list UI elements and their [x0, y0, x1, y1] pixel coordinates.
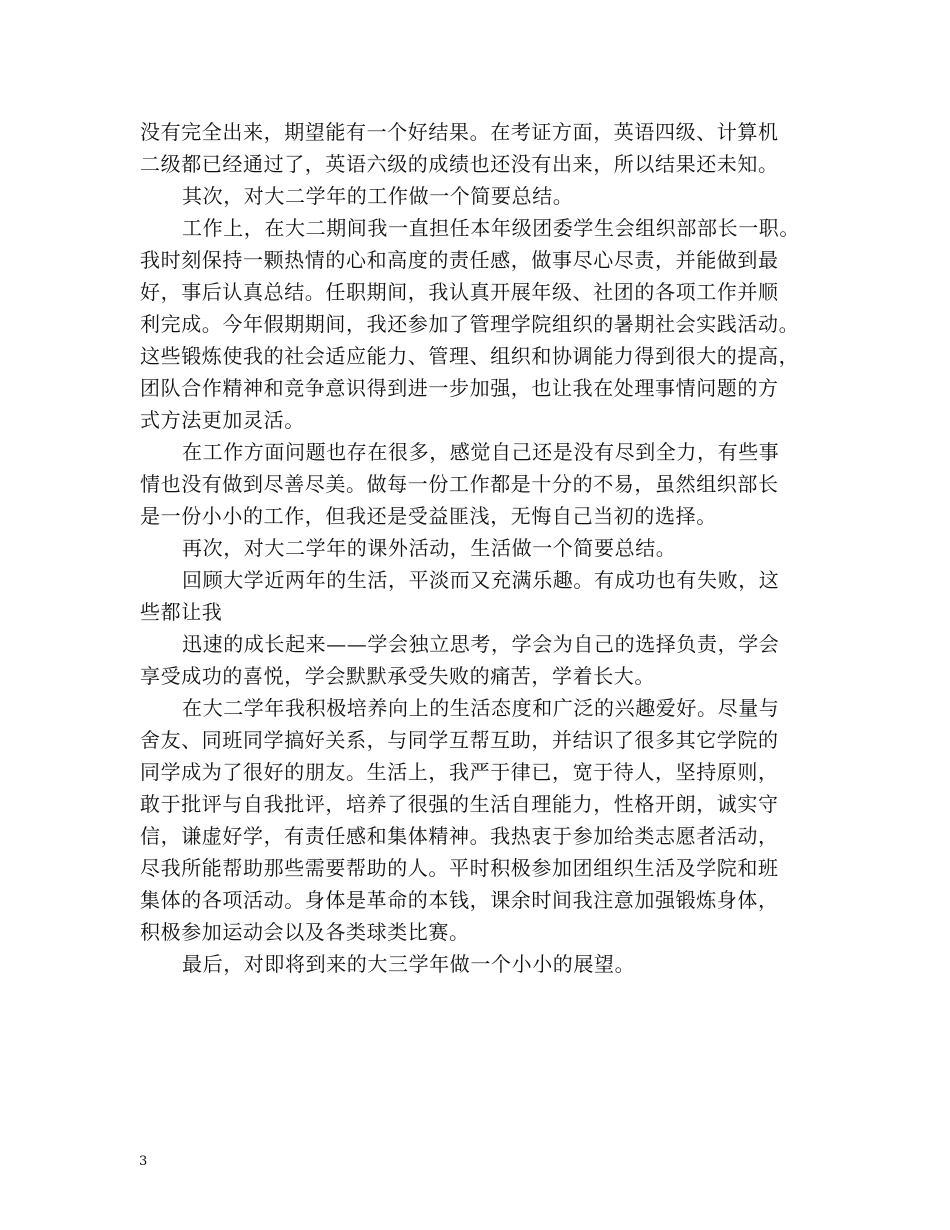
- document-body: [140, 116, 820, 980]
- text-line: 团队合作精神和竞争意识得到进一步加强，也让我在处理事情问题的方: [140, 376, 779, 400]
- text-line: 最后，对即将到来的大三学年做一个小小的展望。: [182, 952, 636, 976]
- text-line: 其次，对大二学年的工作做一个简要总结。: [182, 184, 574, 208]
- text-line: 情也没有做到尽善尽美。做每一份工作都是十分的不易，虽然组织部长: [140, 472, 779, 496]
- text-line: 积极参加运动会以及各类球类比赛。: [140, 920, 470, 944]
- text-line: 工作上，在大二期间我一直担任本年级团委学生会组织部部长一职。: [182, 216, 800, 240]
- text-line: 集体的各项活动。身体是革命的本钱，课余时间我注意加强锻炼身体，: [140, 888, 779, 912]
- text-line: 没有完全出来，期望能有一个好结果。在考证方面，英语四级、计算机: [140, 120, 779, 144]
- text-line: 回顾大学近两年的生活，平淡而又充满乐趣。有成功也有失败，这: [182, 568, 780, 592]
- text-line: 是一份小小的工作，但我还是受益匪浅，无悔自己当初的选择。: [140, 504, 717, 528]
- text-line: 享受成功的喜悦，学会默默承受失败的痛苦，学着长大。: [140, 664, 655, 688]
- text-line: 敢于批评与自我批评，培养了很强的生活自理能力，性格开朗，诚实守: [140, 792, 779, 816]
- text-line: 在大二学年我积极培养向上的生活态度和广泛的兴趣爱好。尽量与: [182, 696, 780, 720]
- text-line: 式方法更加灵活。: [140, 408, 305, 432]
- text-line: 二级都已经通过了，英语六级的成绩也还没有出来，所以结果还未知。: [140, 152, 779, 176]
- text-line: 在工作方面问题也存在很多，感觉自己还是没有尽到全力，有些事: [182, 440, 780, 464]
- text-line: 尽我所能帮助那些需要帮助的人。平时积极参加团组织生活及学院和班: [140, 856, 779, 880]
- text-line: 再次，对大二学年的课外活动，生活做一个简要总结。: [182, 536, 677, 560]
- text-line: 同学成为了很好的朋友。生活上，我严于律已，宽于待人，坚持原则，: [140, 760, 779, 784]
- page-number: 3: [139, 1154, 148, 1169]
- text-line: 这些锻炼使我的社会适应能力、管理、组织和协调能力得到很大的提高，: [140, 344, 800, 368]
- text-line: 些都让我: [140, 600, 223, 624]
- text-line: 我时刻保持一颗热情的心和高度的责任感，做事尽心尽责，并能做到最: [140, 248, 779, 272]
- text-line: 利完成。今年假期期间，我还参加了管理学院组织的暑期社会实践活动。: [140, 312, 800, 336]
- text-line: 迅速的成长起来——学会独立思考，学会为自己的选择负责，学会: [182, 632, 780, 656]
- text-line: 信，谦虚好学，有责任感和集体精神。我热衷于参加给类志愿者活动，: [140, 824, 779, 848]
- text-line: 好，事后认真总结。任职期间，我认真开展年级、社团的各项工作并顺: [140, 280, 779, 304]
- text-line: 舍友、同班同学搞好关系，与同学互帮互助，并结识了很多其它学院的: [140, 728, 779, 752]
